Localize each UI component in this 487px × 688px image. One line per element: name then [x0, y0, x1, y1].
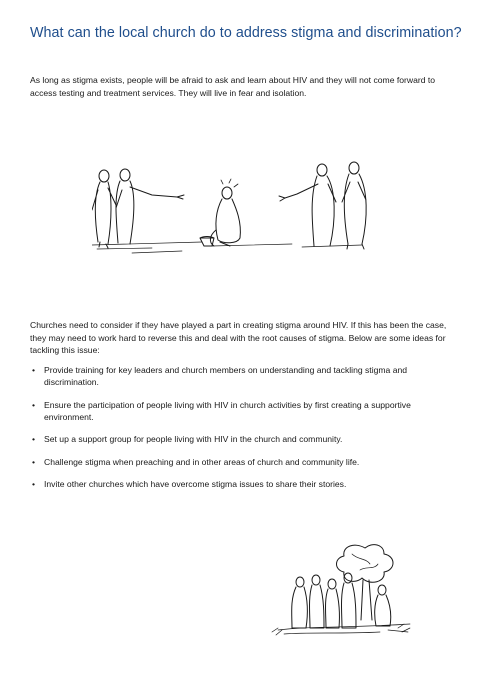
list-item-text: Set up a support group for people living with HIV in the church and community.	[44, 434, 343, 444]
list-item-text: Provide training for key leaders and church members on understanding and tackling stigma and discrimination.	[44, 365, 408, 387]
list-item	[30, 478, 450, 490]
bullet-icon: •	[32, 479, 36, 489]
intro-paragraph: As long as stigma exists, people will be afraid to ask and learn about HIV and they will not come forward to access testing and treatment services. They will live in fear and isolation.	[30, 75, 436, 98]
bullet-icon: •	[32, 434, 36, 444]
page-title: What can the local church do to address stigma and discrimination?	[30, 25, 462, 41]
list-item-text: Invite other churches which have overcome stigma issues to share their stories.	[44, 479, 347, 489]
bullet-icon: •	[32, 399, 36, 410]
ideas-list	[30, 364, 450, 501]
list-item	[30, 433, 450, 445]
list-item-text: Challenge stigma when preaching and in other areas of church and community life.	[44, 456, 360, 467]
list-item	[30, 364, 450, 388]
stigma-illustration	[92, 150, 382, 268]
support-group-illustration	[270, 540, 415, 637]
list-item-text: Ensure the participation of people living with HIV in church activities by first creating a supportive environment.	[44, 399, 411, 422]
list-item	[30, 399, 450, 423]
bullet-icon: •	[32, 456, 36, 467]
body-paragraph: Churches need to consider if they have played a part in creating stigma around HIV. If this has been the case, they may need to work hard to reverse this and deal with the root causes of stigma. Below are some ideas for tackling this issue:	[30, 320, 447, 355]
bullet-icon: •	[32, 365, 36, 375]
list-item	[30, 456, 450, 468]
